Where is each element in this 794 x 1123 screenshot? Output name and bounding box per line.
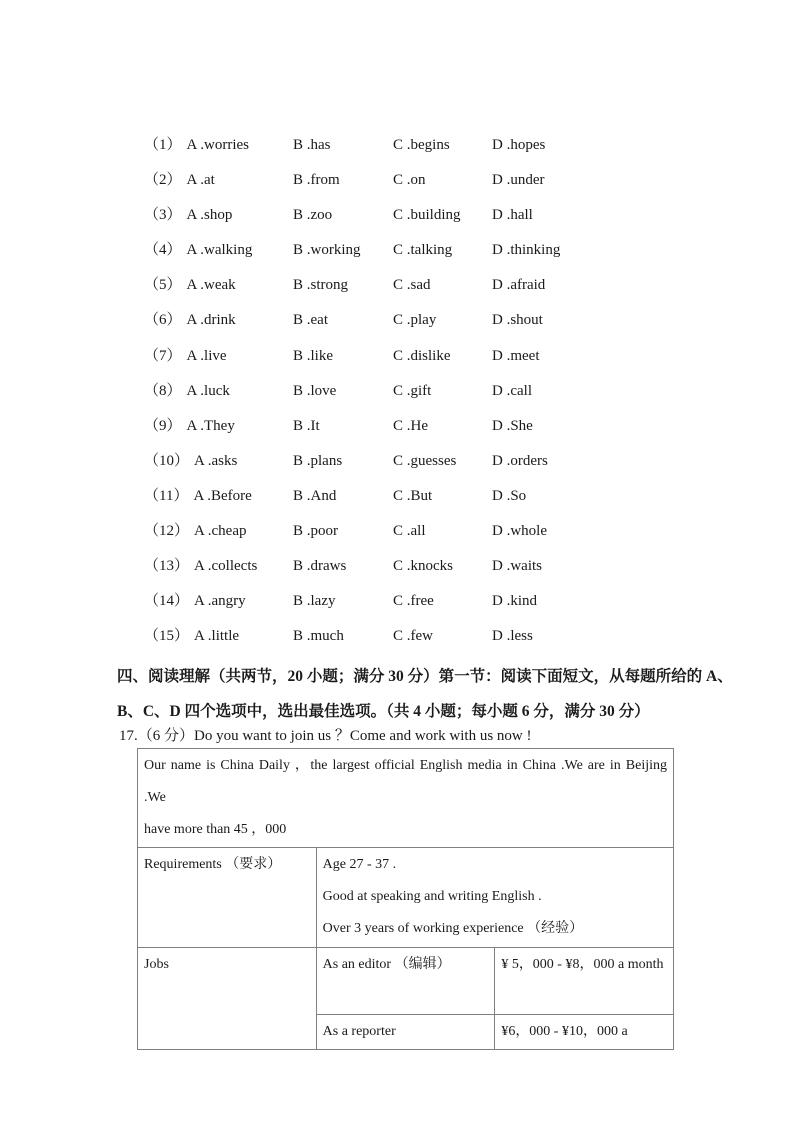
editor-salary-cell: ¥ 5，000 - ¥8，000 a month (495, 948, 674, 1015)
option-c-label: C .knocks (393, 558, 453, 575)
option-b-label: B .It (293, 417, 320, 434)
option-c-label: C .begins (393, 137, 450, 153)
option-a (144, 627, 293, 645)
requirement-age: Age 27 - 37 . (322, 857, 397, 872)
option-b-label: B .poor (293, 523, 338, 540)
section-heading-line1: 四、阅读理解（共两节，20 小题；满分 30 分）第一节：阅读下面短文，从每题所给的 A、 (117, 668, 733, 685)
option-number: （9） (144, 417, 182, 434)
option-number: （1） (144, 137, 182, 153)
requirement-english: Good at speaking and writing English . (322, 889, 542, 904)
option-number: （3） (144, 207, 182, 224)
option-row-12 (144, 520, 754, 555)
option-a-label: A .angry (194, 593, 246, 610)
option-b-label: B .much (293, 628, 344, 645)
option-d-label: D .meet (492, 347, 540, 364)
option-number: （12） (144, 523, 190, 540)
option-c-label: C .sad (393, 277, 431, 294)
requirement-experience: Over 3 years of working experience （经验） (322, 921, 584, 936)
intro-line2: have more than 45 ，000 (144, 822, 287, 837)
option-b-label: B .strong (293, 277, 349, 294)
option-b-label: B .And (293, 487, 337, 504)
table-row-intro (138, 749, 674, 848)
option-c-label: C .dislike (393, 347, 451, 364)
option-row-10 (144, 450, 754, 485)
option-d-label: D .less (492, 628, 533, 645)
intro-line1: Our name is China Daily ，the largest official English media in China .We are in Beijing .We (144, 758, 667, 805)
option-number: （7） (144, 347, 182, 364)
option-number: （5） (144, 277, 182, 294)
reporter-salary-cell: ¥6，000 - ¥10，000 a (495, 1015, 674, 1050)
option-d-label: D .thinking (492, 242, 561, 259)
option-a (144, 276, 293, 294)
option-a (144, 311, 293, 329)
option-c-label: C .But (393, 487, 433, 504)
option-number: （2） (144, 172, 182, 189)
option-b-label: B .lazy (293, 593, 336, 610)
option-d-label: D .hopes (492, 137, 546, 153)
option-a (144, 171, 293, 189)
option-b-label: B .love (293, 382, 337, 399)
option-row-3 (144, 204, 754, 239)
option-c-label: C .He (393, 417, 428, 434)
option-c-label: C .gift (393, 382, 432, 399)
option-b-label: B .like (293, 347, 333, 364)
option-a-label: A .luck (186, 382, 230, 399)
option-d-label: D .under (492, 172, 545, 189)
option-row-9 (144, 415, 754, 450)
option-number: （4） (144, 242, 182, 259)
option-b-label: B .eat (293, 312, 328, 329)
option-number: （11） (144, 487, 189, 504)
option-a-label: A .live (186, 347, 227, 364)
option-a-label: A .drink (186, 312, 236, 329)
question-17-lead: 17.（6 分）Do you want to join us ？Come and work with us now ! (119, 728, 532, 744)
option-a-label: A .at (186, 172, 215, 189)
option-d-label: D .whole (492, 523, 547, 540)
option-a-label: A .weak (186, 277, 236, 294)
option-b-label: B .plans (293, 452, 343, 469)
option-b-label: B .has (293, 137, 331, 153)
option-c-label: C .talking (393, 242, 453, 259)
option-a-label: A .worries (186, 137, 250, 153)
option-a (144, 452, 293, 470)
option-d-label: D .She (492, 417, 533, 434)
option-number: （10） (144, 452, 190, 469)
option-row-5 (144, 274, 754, 309)
option-row-8 (144, 380, 754, 415)
table-row-editor (138, 948, 674, 1015)
jobs-label-cell: Jobs (138, 948, 317, 1050)
option-number: （14） (144, 593, 190, 610)
option-a-label: A .collects (194, 558, 258, 575)
option-c-label: C .few (393, 628, 433, 645)
option-c-label: C .guesses (393, 452, 457, 469)
option-a (144, 592, 293, 610)
option-row-4 (144, 239, 754, 274)
option-b-label: B .zoo (293, 207, 333, 224)
option-d-label: D .waits (492, 558, 542, 575)
option-number: （6） (144, 312, 182, 329)
option-a-label: A .They (186, 417, 235, 434)
option-a (144, 522, 293, 540)
option-a-label: A .walking (186, 242, 253, 259)
option-b-label: B .working (293, 242, 361, 259)
requirements-detail-cell (316, 848, 673, 948)
job-ad-table (137, 748, 674, 1050)
option-b-label: B .from (293, 172, 340, 189)
requirements-label-cell: Requirements （要求） (138, 848, 317, 948)
option-a-label: A .little (194, 628, 240, 645)
reporter-position-cell: As a reporter (316, 1015, 495, 1050)
option-row-6 (144, 309, 754, 344)
option-c-label: C .building (393, 207, 461, 224)
option-d-label: D .hall (492, 207, 533, 224)
intro-cell (138, 749, 674, 848)
option-d-label: D .shout (492, 312, 543, 329)
option-a-label: A .Before (193, 487, 252, 504)
option-row-13 (144, 555, 754, 590)
option-c-label: C .play (393, 312, 437, 329)
option-a-label: A .cheap (194, 523, 247, 540)
option-a (144, 136, 293, 154)
option-c-label: C .on (393, 172, 426, 189)
option-a (144, 487, 293, 505)
option-d-label: D .orders (492, 452, 548, 469)
option-row-1 (144, 134, 754, 169)
option-d-label: D .So (492, 487, 527, 504)
table-row-requirements (138, 848, 674, 948)
option-d-label: D .call (492, 382, 532, 399)
editor-position-cell: As an editor （编辑） (316, 948, 495, 1015)
option-number: （8） (144, 382, 182, 399)
option-a (144, 206, 293, 224)
cloze-options-list (144, 134, 754, 660)
option-c-label: C .all (393, 523, 426, 540)
option-row-15 (144, 625, 754, 660)
option-row-7 (144, 345, 754, 380)
option-row-2 (144, 169, 754, 204)
option-d-label: D .kind (492, 593, 537, 610)
option-b-label: B .draws (293, 558, 347, 575)
option-number: （13） (144, 558, 190, 575)
option-row-14 (144, 590, 754, 625)
option-a (144, 347, 293, 365)
option-a (144, 382, 293, 400)
option-a (144, 557, 293, 575)
option-a-label: A .asks (194, 452, 238, 469)
option-a (144, 417, 293, 435)
option-c-label: C .free (393, 593, 434, 610)
option-a (144, 241, 293, 259)
option-a-label: A .shop (186, 207, 233, 224)
option-row-11 (144, 485, 754, 520)
option-d-label: D .afraid (492, 277, 546, 294)
section-heading (117, 659, 733, 729)
option-number: （15） (144, 628, 190, 645)
section-heading-line2: B、C、D 四个选项中，选出最佳选项。（共 4 小题；每小题 6 分，满分 30 分） (117, 703, 650, 720)
